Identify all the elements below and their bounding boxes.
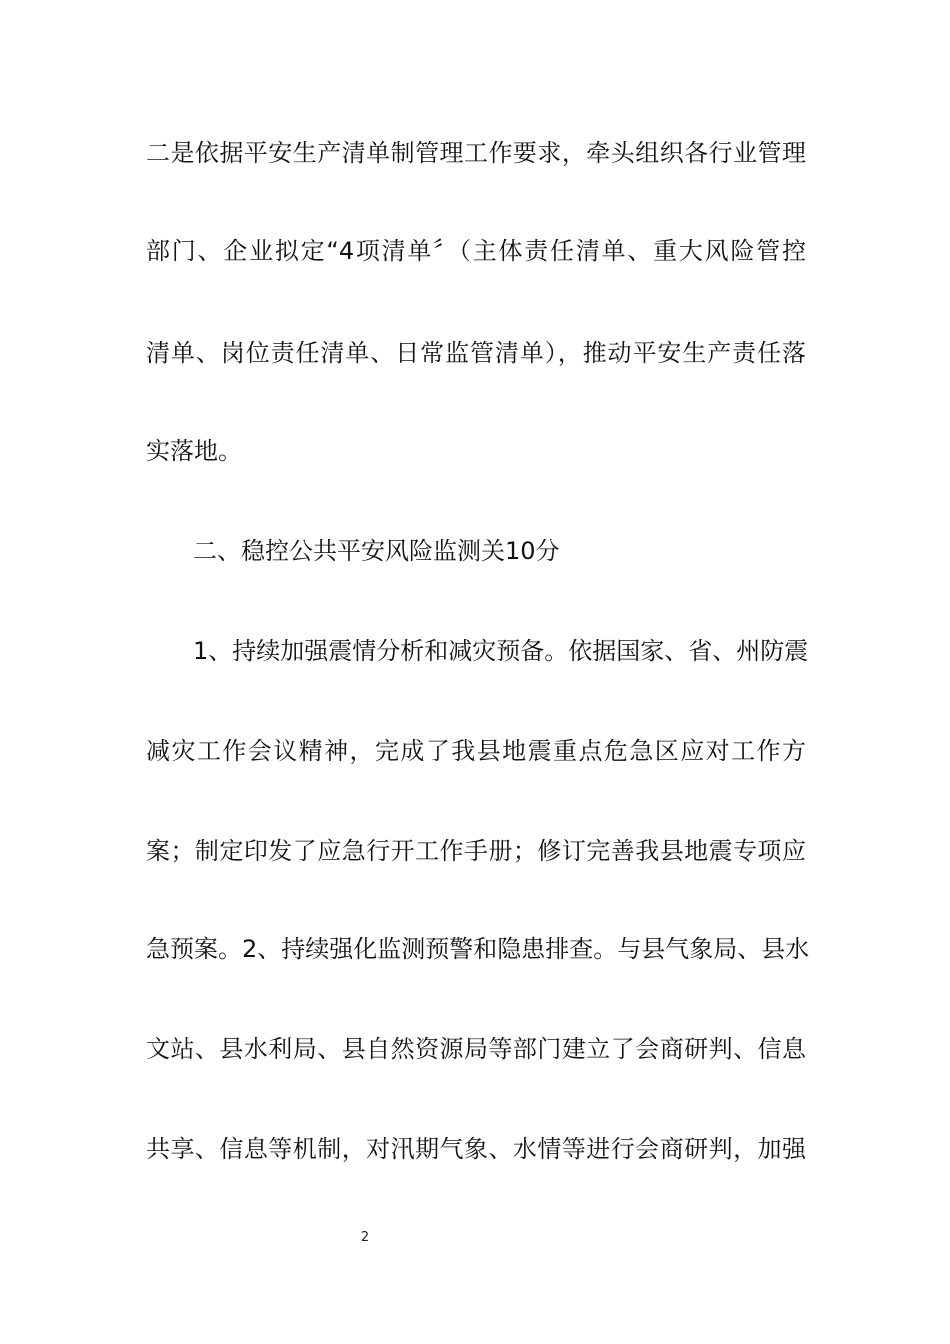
paragraph-1-line-2: 部门、企业拟定“4项清单〞（主体责任清单、重大风险管控 xyxy=(146,237,806,265)
paragraph-2-line-3: 案；制定印发了应急行开工作手册；修订完善我县地震专项应 xyxy=(146,837,806,865)
paragraph-1-line-4: 实落地。 xyxy=(146,437,242,465)
paragraph-2-line-4: 急预案。2、持续强化监测预警和隐患排查。与县气象局、县水 xyxy=(146,935,810,963)
paragraph-2-line-1: 1、持续加强震情分析和减灾预备。依据国家、省、州防震 xyxy=(193,637,809,665)
section-heading: 二、稳控公共平安风险监测关10分 xyxy=(193,537,560,565)
page-number: 2 xyxy=(360,1230,370,1245)
paragraph-2-line-6: 共享、信息等机制，对汛期气象、水情等进行会商研判，加强 xyxy=(146,1135,806,1163)
paragraph-1-line-1: 二是依据平安生产清单制管理工作要求，牵头组织各行业管理 xyxy=(146,139,806,167)
paragraph-2-line-5: 文站、县水利局、县自然资源局等部门建立了会商研判、信息 xyxy=(146,1035,806,1063)
paragraph-1-line-3: 清单、岗位责任清单、日常监管清单），推动平安生产责任落 xyxy=(146,339,806,367)
paragraph-2-line-2: 减灾工作会议精神，完成了我县地震重点危急区应对工作方 xyxy=(146,737,806,765)
